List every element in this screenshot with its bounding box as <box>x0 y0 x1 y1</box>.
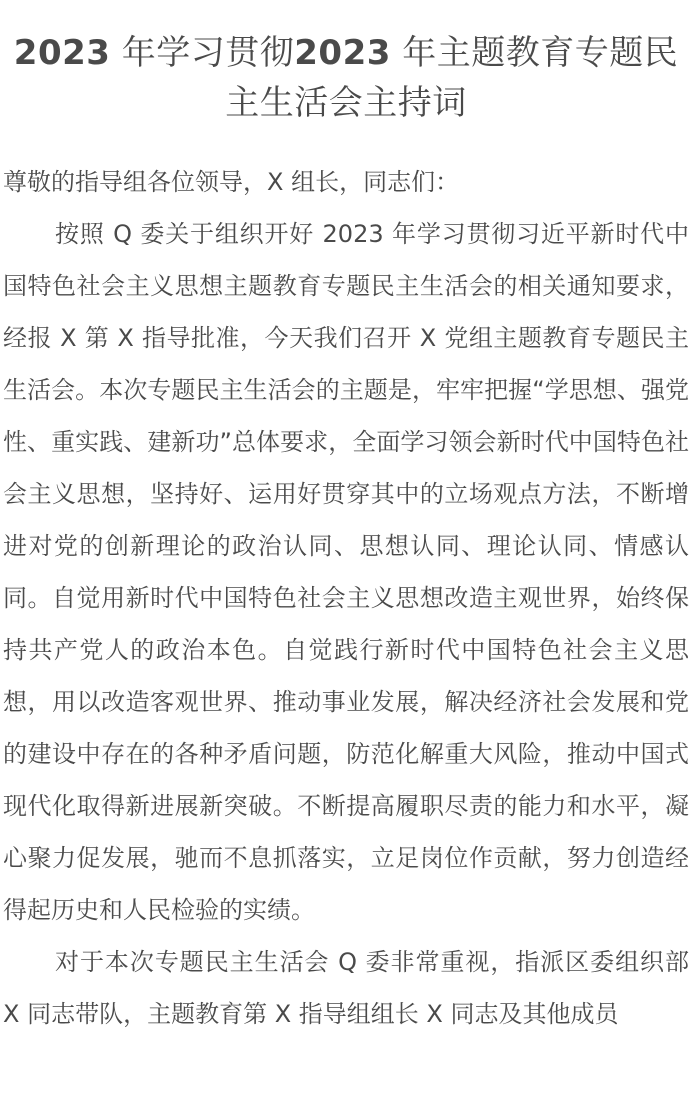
paragraph-1: 按照 Q 委关于组织开好 2023 年学习贯彻习近平新时代中国特色社会主义思想主题教育专题民主生活会的相关通知要求，经报 X 第 X 指导批准，今天我们召开 X 党组主题教育专题民主生活会。本次专题民主生活会的主题是，牢牢把握“学思想、强党性、重实践、建新功”总体要求，全面学习领会新时代中国特色社会主义思想，坚持好、运用好贯穿其中的立场观点方法，不断增进对党的创新理论的政治认同、思想认同、理论认同、情感认同。自觉用新时代中国特色社会主义思想改造主观世界，始终保持共产党人的政治本色。自觉践行新时代中国特色社会主义思想，用以改造客观世界、推动事业发展，解决经济社会发展和党的建设中存在的各种矛盾问题，防范化解重大风险，推动中国式现代化取得新进展新突破。不断提高履职尽责的能力和水平，凝心聚力促发展，驰而不息抓落实，立足岗位作贡献，努力创造经得起历史和人民检验的实绩。 <box>3 220 689 924</box>
title-year-2: 2023 <box>294 33 391 73</box>
greeting-line: 尊敬的指导组各位领导，X 组长，同志们： <box>3 168 460 196</box>
title-part-1: 年学习贯彻 <box>121 33 295 73</box>
title-year-1: 2023 <box>13 33 111 73</box>
paragraph-2: 对于本次专题民主生活会 Q 委非常重视，指派区委组织部 X 同志带队，主题教育第 X 指导组组长 X 同志及其他成员 <box>3 948 689 1028</box>
title-part-2: 年主题教育专题民主生活会主持词 <box>225 33 679 123</box>
document-title <box>3 28 689 128</box>
